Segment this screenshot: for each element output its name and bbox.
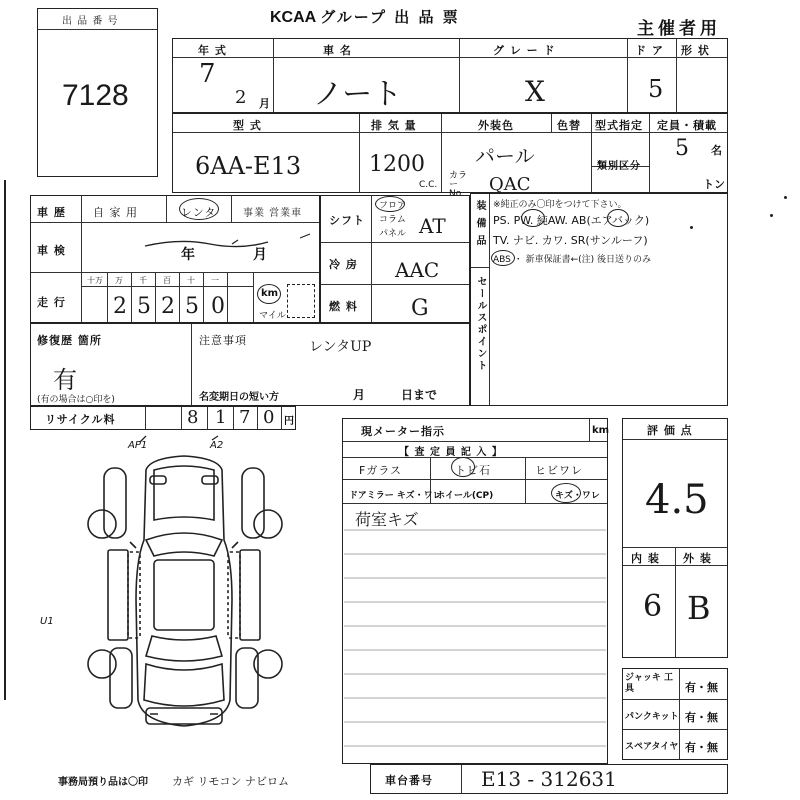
month-value: 2: [235, 87, 247, 108]
recycle-label: リサイクル料: [45, 413, 116, 426]
wheel-damage-label: キズ・ワレ: [555, 491, 600, 501]
scan-dot: [770, 214, 773, 217]
ac-label: 冷 房: [329, 258, 358, 271]
chip-circle: [451, 457, 475, 477]
history-rental: レンタ: [181, 206, 217, 219]
wheel-label: ホイール(CP): [436, 491, 494, 501]
repair-label: 修復歴 箇所: [37, 334, 102, 347]
scan-dot: [690, 226, 693, 229]
jack-yesno: 有・無: [685, 681, 718, 694]
meter-table: [342, 418, 608, 764]
score-table: [622, 418, 728, 658]
ac-value: AAC: [395, 258, 440, 282]
meter-unit: km: [592, 425, 610, 436]
km-unit: km: [261, 288, 279, 299]
class-label: 類別区分: [597, 161, 641, 172]
interior-label: 内 装: [631, 552, 660, 565]
door-mirror-label: ドアミラー キズ・ワレ: [349, 491, 442, 501]
displacement-label: 排 気 量: [371, 119, 417, 132]
year-value: 7: [199, 59, 216, 89]
shift-value: AT: [419, 214, 446, 238]
door-value: 5: [648, 75, 664, 103]
row2-table: [172, 113, 728, 199]
scan-dot: [784, 196, 787, 199]
shift-panel: パネル: [379, 229, 407, 239]
mileage-digit-4: 5: [185, 294, 199, 319]
vin-table: [370, 764, 728, 794]
score-label: 評 価 点: [647, 424, 693, 437]
left-edge-rule: [4, 180, 6, 700]
digit-label-100: 百: [163, 276, 171, 285]
recycle-table: [30, 406, 296, 430]
pw-circle: [521, 209, 545, 227]
inspection-year: 年: [181, 247, 196, 263]
recycle-digit-4: 0: [263, 407, 275, 428]
diagram-mark-ap1: AP1: [128, 440, 148, 451]
month-unit: 月: [259, 97, 270, 110]
form-role: 主催者用: [637, 19, 721, 39]
ton-unit: トン: [703, 178, 725, 191]
drive-table: [320, 195, 470, 323]
spare-tire-yesno: 有・無: [685, 741, 718, 754]
color-change-label: 色替: [557, 119, 581, 132]
digit-label-100k: 十万: [87, 276, 103, 285]
recycle-unit: 円: [284, 416, 294, 427]
door-label: ド ア: [635, 44, 664, 57]
recycle-digit-3: 7: [239, 407, 251, 428]
history-private: 自 家 用: [93, 206, 138, 219]
notes-label: 注意事項: [199, 334, 247, 347]
form-header: [270, 6, 460, 27]
exterior-color-label: 外装色: [478, 119, 514, 132]
lot-number: 7128: [62, 79, 129, 112]
year-label: 年 式: [198, 44, 227, 57]
recycle-digit-2: 1: [215, 407, 227, 428]
equipment-table: [470, 193, 728, 406]
history-label: 車 歴: [37, 206, 66, 219]
notes-value: レンタUP: [309, 339, 372, 355]
capacity-label: 定員・積載: [657, 119, 717, 132]
mileage-digit-3: 2: [161, 294, 175, 319]
equipment-line1: PS. PW. 純AW. AB(エアバック): [493, 214, 650, 227]
digit-label-1k: 千: [139, 276, 147, 285]
accessories-table: [622, 668, 728, 760]
grade-value: X: [525, 75, 545, 108]
car-name-value: ノート: [313, 77, 403, 112]
row1-table: [172, 38, 728, 113]
org-logo: KCAA: [270, 9, 317, 26]
equipment-label: 装 備 品: [474, 200, 485, 247]
digit-label-1: 一: [211, 276, 219, 285]
mileage-digit-1: 2: [113, 294, 127, 319]
vin-value: E13 - 312631: [481, 767, 617, 791]
jack-label: ジャッキ 工 具: [625, 673, 673, 694]
shape-label: 形 状: [681, 44, 710, 57]
exterior-label: 外 装: [683, 552, 712, 565]
repair-value: 有: [53, 366, 77, 394]
lot-number-box: [37, 8, 158, 177]
history-table: [30, 195, 320, 323]
model-value: 6AA-E13: [195, 152, 302, 180]
capacity-unit: 名: [711, 144, 722, 157]
meter-label: 現メーター指示: [361, 425, 445, 438]
mileage-digit-2: 5: [137, 294, 151, 319]
diagram-mark-side: U1: [40, 616, 54, 627]
windshield-label: Fガラス: [359, 464, 402, 477]
vin-label: 車台番号: [385, 774, 433, 787]
office-note: 事務局預り品は〇印: [58, 777, 148, 788]
diagram-mark-a2: A2: [210, 440, 224, 451]
inspection-label: 車 検: [37, 244, 66, 257]
car-name-label: 車 名: [323, 44, 352, 57]
mileage-label: 走 行: [37, 296, 66, 309]
displacement-value: 1200: [369, 152, 425, 177]
color-no-value: QAC: [489, 174, 531, 195]
chip-label: トビ石: [455, 464, 491, 477]
repair-note: (有の場合は○印を): [37, 395, 115, 405]
office-items: カギ リモコン ナビロム: [172, 775, 289, 788]
repair-kit-yesno: 有・無: [685, 711, 718, 724]
inspector-label: 【 査 定 員 記 入 】: [399, 447, 503, 458]
mileage-digit-5: 0: [211, 294, 225, 319]
expire-day: 日まで: [401, 388, 438, 402]
floor-circle: [375, 196, 405, 212]
equipment-line3: ABS ・ 新車保証書←(注) 後日送りのみ: [493, 255, 652, 265]
inspector-remark: 荷室キズ: [355, 510, 419, 529]
model-label: 型 式: [233, 119, 262, 132]
crack-label: ヒビワレ: [535, 464, 583, 477]
rental-circle: [179, 198, 219, 220]
equipment-line2: TV. ナビ. カワ. SR(サンルーフ): [493, 234, 648, 247]
sales-point-label: セールスポイント: [475, 276, 486, 372]
form-title: グループ 出 品 票: [320, 8, 460, 26]
mile-unit: マイル: [259, 311, 286, 321]
shift-floor: フロア: [379, 201, 407, 211]
shift-column: コラム: [379, 215, 406, 225]
km-circle: [257, 284, 281, 304]
shift-label: シフト: [329, 214, 365, 227]
score-value: 4.5: [645, 477, 709, 523]
capacity-value: 5: [675, 136, 689, 161]
exterior-color-value: パール: [475, 144, 535, 168]
equipment-note: ※純正のみ〇印をつけて下さい。: [493, 200, 627, 210]
expire-label: 名変期日の短い方: [199, 392, 279, 403]
inspection-month: 月: [253, 247, 268, 263]
digit-label-10: 十: [187, 276, 195, 285]
ab-circle: [607, 209, 629, 227]
wheel-damage-circle: [551, 483, 581, 503]
fuel-value: G: [411, 296, 429, 321]
cc-unit: C.C.: [419, 180, 438, 190]
recycle-digit-1: 8: [187, 407, 199, 428]
color-no-label: カラー No.: [449, 171, 468, 199]
interior-value: 6: [643, 589, 663, 624]
expire-month: 月: [353, 388, 366, 402]
lot-number-label: 出 品 番 号: [62, 16, 119, 27]
exterior-value: B: [687, 589, 711, 627]
repair-notes-table: [30, 323, 470, 406]
digit-label-10k: 万: [115, 276, 123, 285]
grade-label: グ レ ー ド: [493, 44, 556, 57]
fuel-label: 燃 料: [329, 300, 358, 313]
abs-circle: [491, 250, 515, 266]
history-business: 事業 営業車: [243, 208, 303, 219]
type-designation-label: 型式指定: [595, 119, 643, 132]
repair-kit-label: パンクキット: [625, 712, 679, 722]
spare-tire-label: スペアタイヤ: [625, 742, 679, 752]
